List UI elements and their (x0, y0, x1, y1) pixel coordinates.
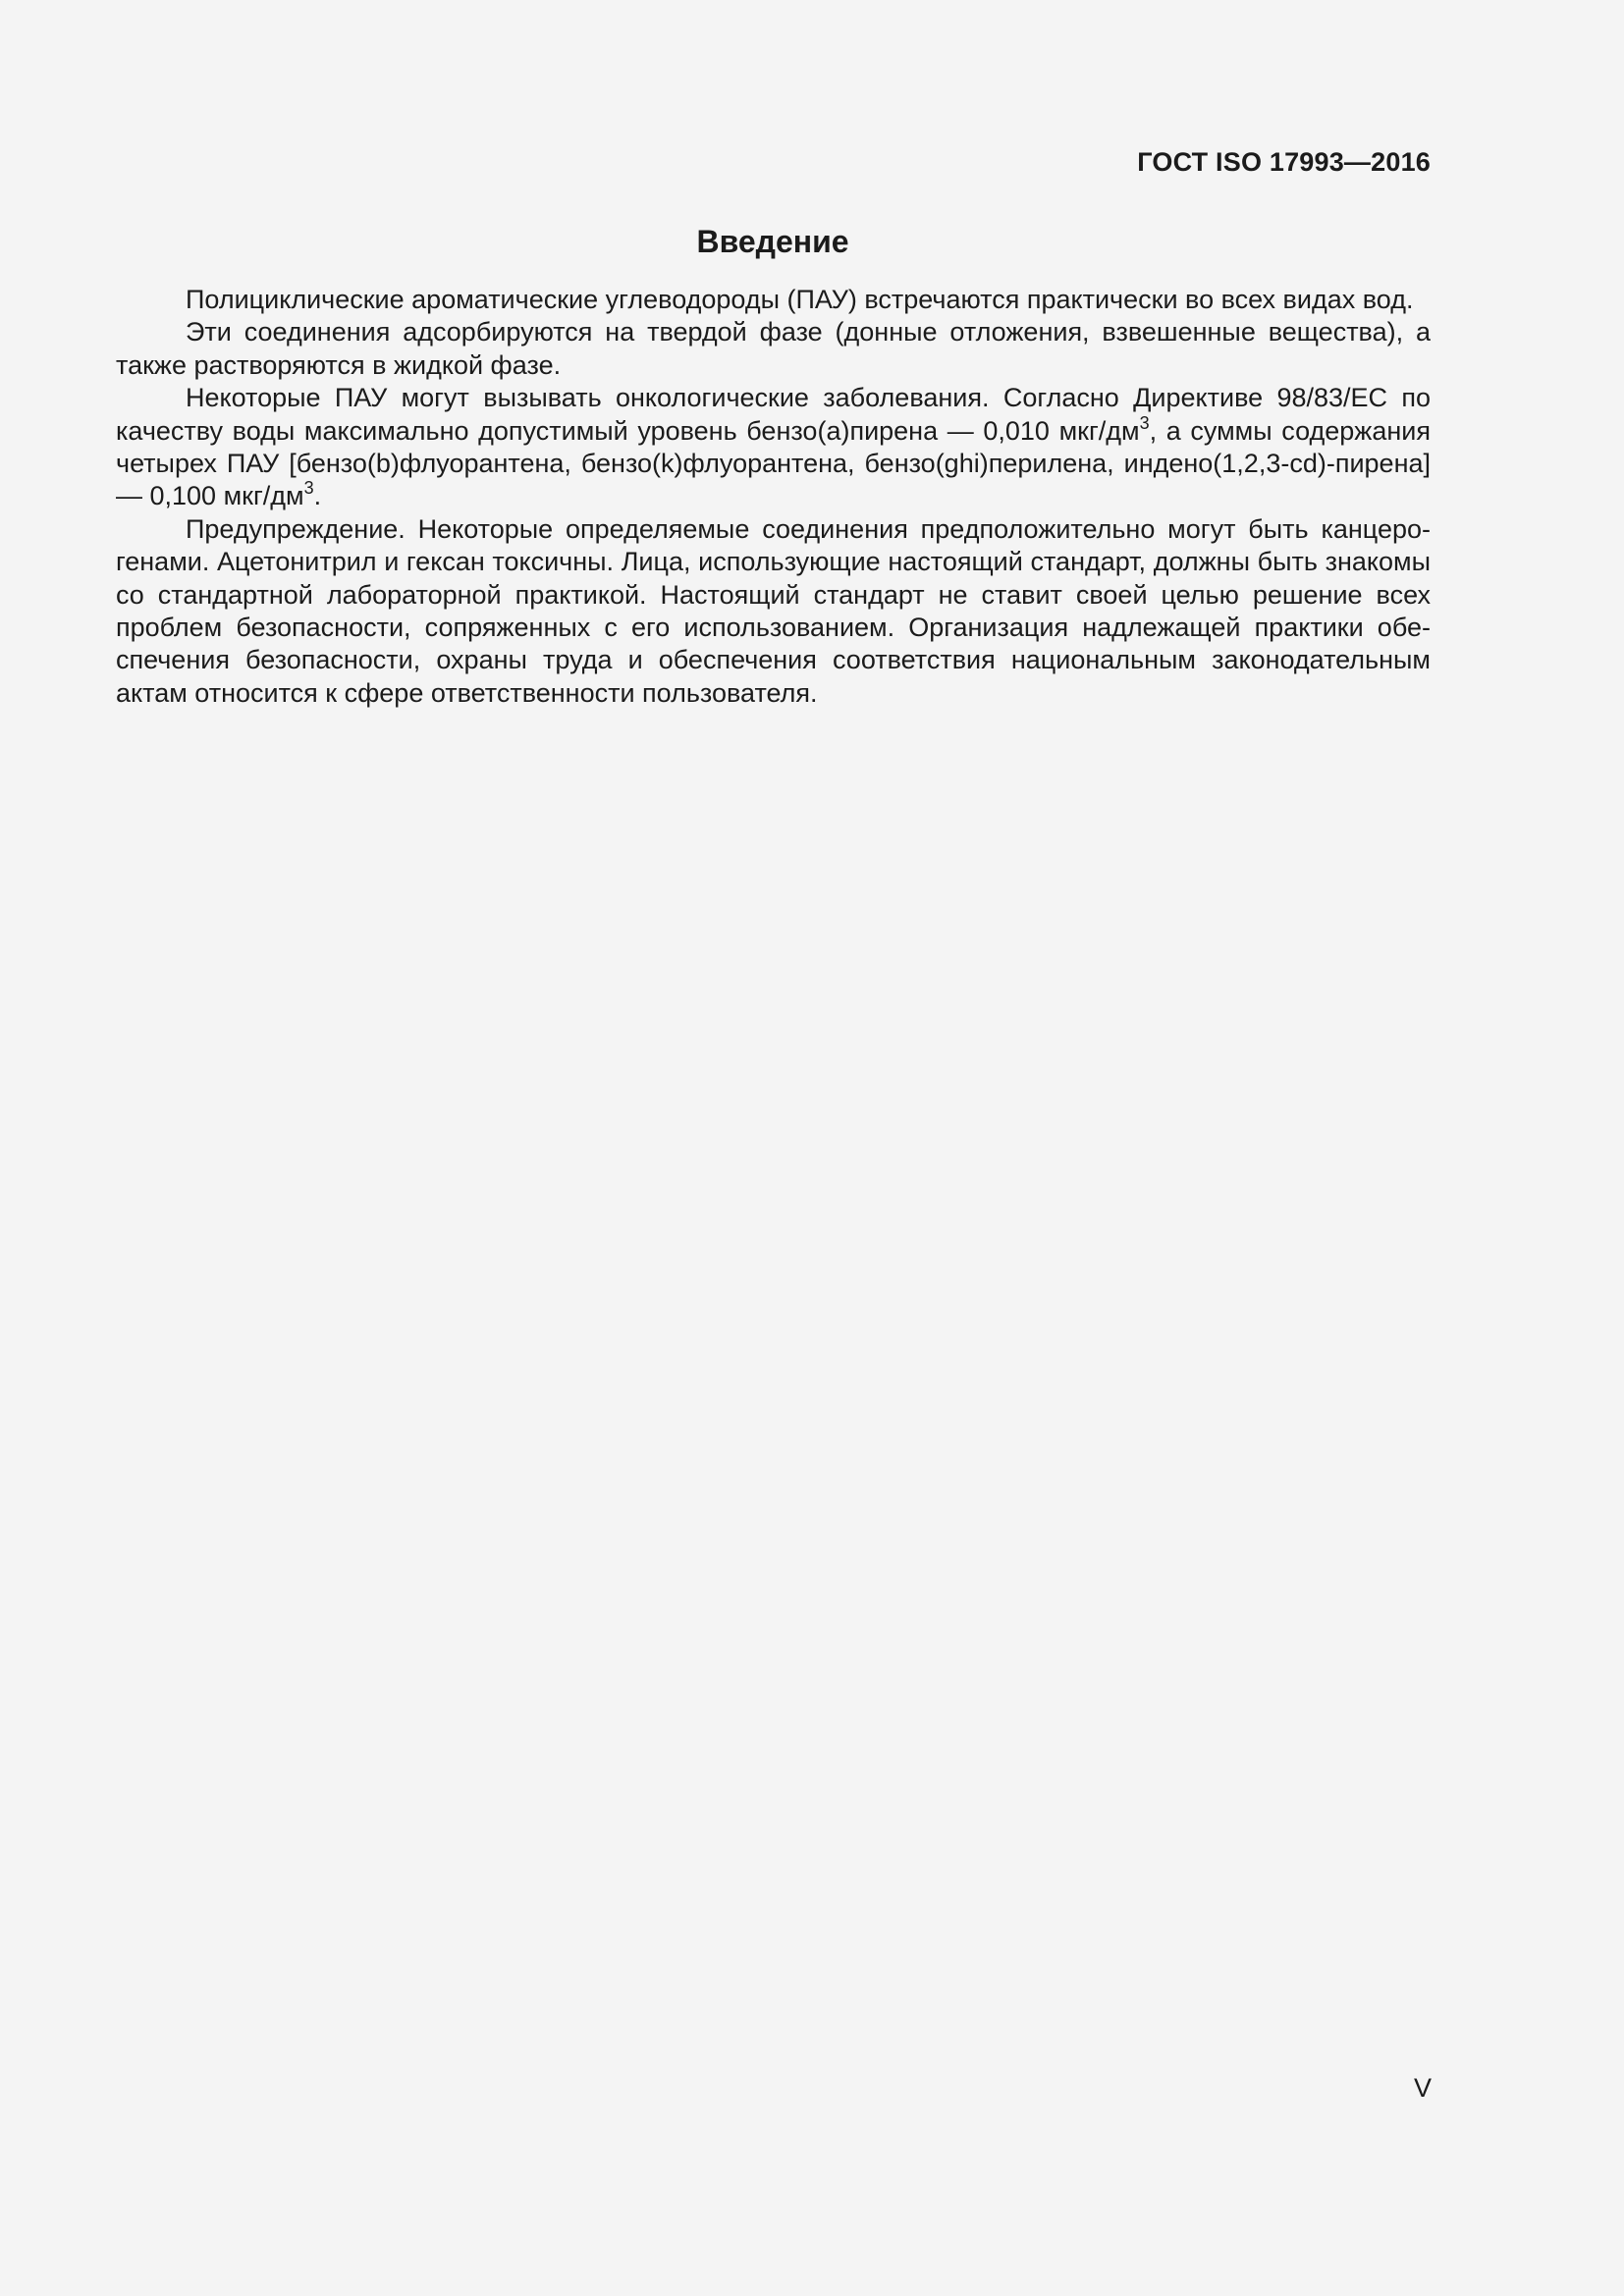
paragraph-directive-text-2: , а суммы содержания четырех ПАУ [бензо(b)флуорантена, бензо(k)флуорантена, бензо(ghi)перилена, индено(1,2,3-cd)-пирена] — 0,100 мкг/дм (116, 415, 1431, 511)
section-title: Введение (696, 224, 849, 259)
page-number: V (1414, 2073, 1433, 2103)
superscript-cubic-2: 3 (303, 478, 314, 499)
paragraph-directive-text-3: . (313, 481, 322, 511)
paragraph-pah-occurrence: Полициклические ароматические углеводороды (ПАУ) встречаются практически во всех видах вод. (186, 285, 1414, 314)
paragraph-directive-text-1: Некоторые ПАУ могут вызывать онкологические заболевания. Согласно Директиве 98/83/ЕС по качеству воды максимально допустимый уровень бензо(a)пирена — 0,010 мкг/дм (116, 383, 1431, 446)
introduction-body (116, 284, 1431, 710)
superscript-cubic-1: 3 (1139, 412, 1150, 433)
paragraph-warning: Предупреждение. Некоторые определяемые соединения предположительно могут быть канцерогенами. Ацетонитрил и гексан токсичны. Лица, использующие настоящий стандарт, должны быть знакомы со стандартной лабораторной практикой. Настоящий стандарт не ставит своей целью решение всех проблем безопасности, сопряженных с его использованием. Организация надлежащей практики обеспечения безопасности, охраны труда и обеспечения соответствия национальным законодательным актам относится к сфере ответственности пользователя. (116, 513, 1431, 708)
paragraph-adsorption: Эти соединения адсорбируются на твердой фазе (донные отложения, взвешенные вещества), а также растворяются в жидкой фазе. (116, 317, 1431, 380)
standard-code-header: ГОСТ ISO 17993—2016 (1137, 147, 1431, 177)
paragraph-directive-limits (116, 382, 1431, 513)
